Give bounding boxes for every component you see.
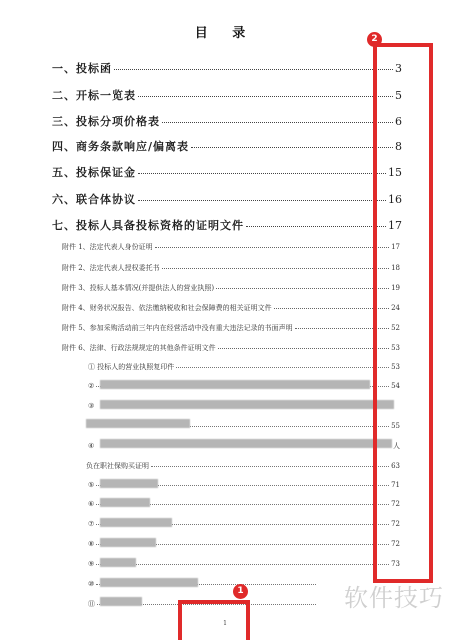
toc-entry-page: 3	[395, 62, 402, 75]
dot-leader	[216, 288, 389, 289]
toc-item-page: 72	[391, 500, 400, 508]
toc-item-page: 72	[391, 540, 400, 548]
annotation-badge-1: 1	[233, 584, 248, 599]
toc-sub-label: 附件 4、财务状况报告、依法缴纳税收和社会保障费的相关证明文件	[62, 304, 272, 312]
toc-sub-entry	[62, 323, 400, 333]
toc-entry-label: 七、投标人具备投标资格的证明文件	[52, 219, 244, 232]
toc-entry	[52, 217, 402, 233]
toc-sub-page: 18	[391, 264, 400, 272]
redacted-text	[100, 400, 394, 409]
toc-sub-label: 附件 1、法定代表人身份证明	[62, 243, 153, 251]
toc-entry	[52, 191, 402, 207]
dot-leader	[218, 348, 389, 349]
toc-item-label: ⑧	[88, 540, 95, 548]
redacted-text	[100, 538, 156, 547]
toc-sub-page: 24	[391, 304, 400, 312]
redacted-text	[100, 380, 370, 389]
toc-item-label: ③	[88, 402, 95, 410]
toc-entry	[52, 164, 402, 180]
toc-entry-page: 6	[395, 115, 402, 128]
toc-sub-page: 52	[391, 324, 400, 332]
toc-sub-entry	[62, 263, 400, 273]
dot-leader	[191, 147, 393, 148]
toc-item-page: 53	[391, 363, 400, 371]
dot-leader	[96, 564, 389, 565]
toc-entry-page: 5	[395, 89, 402, 102]
toc-item-page: 54	[391, 382, 400, 390]
toc-entry-label: 二、开标一览表	[52, 89, 136, 102]
dot-leader	[138, 200, 386, 201]
dot-leader	[155, 247, 389, 248]
toc-title: 目 录	[194, 26, 256, 41]
redacted-text	[100, 578, 198, 587]
dot-leader	[162, 122, 393, 123]
toc-sub-entry	[62, 242, 400, 252]
toc-item-label: ⑨	[88, 560, 95, 568]
annotation-badge-2: 2	[367, 32, 382, 47]
toc-item-label: ⑤	[88, 481, 95, 489]
toc-sub-label: 附件 5、参加采购活动前三年内在经营活动中没有重大违法记录的书面声明	[62, 324, 293, 332]
toc-entry	[52, 60, 402, 76]
toc-item-label: 负在职社保购买证明	[86, 462, 149, 470]
redacted-text	[100, 518, 172, 527]
highlight-box-page-numbers	[375, 43, 433, 583]
highlight-box-footer	[178, 600, 250, 640]
toc-entry	[52, 138, 402, 154]
dot-leader	[176, 367, 389, 368]
toc-item-label: ⑩	[88, 580, 95, 588]
redacted-text	[100, 439, 392, 448]
toc-entry-label: 一、投标函	[52, 62, 112, 75]
toc-item-label: ⑦	[88, 520, 95, 528]
watermark-text: 软件技巧	[344, 584, 444, 612]
toc-entry-label: 三、投标分项价格表	[52, 115, 160, 128]
toc-item	[88, 362, 400, 372]
dot-leader	[162, 268, 389, 269]
toc-sub-entry	[62, 283, 400, 293]
redacted-text	[100, 498, 150, 507]
dot-leader	[151, 466, 389, 467]
toc-item	[86, 461, 400, 471]
toc-entry-label: 六、联合体协议	[52, 193, 136, 206]
toc-entry-page: 16	[388, 193, 402, 206]
toc-sub-entry	[62, 343, 400, 353]
toc-item-label: ⑥	[88, 500, 95, 508]
toc-sub-page: 53	[391, 344, 400, 352]
dot-leader	[138, 173, 386, 174]
toc-entry	[52, 113, 402, 129]
toc-sub-label: 附件 6、法律、行政法规规定的其他条件证明文件	[62, 344, 216, 352]
toc-item-label: ⑪	[88, 600, 95, 608]
toc-sub-label: 附件 2、法定代表人授权委托书	[62, 264, 160, 272]
toc-item-label: ②	[88, 382, 95, 390]
toc-entry-label: 五、投标保证金	[52, 166, 136, 179]
toc-entry-label: 四、商务条款响应/偏离表	[52, 140, 190, 153]
toc-item-page: 73	[391, 560, 400, 568]
toc-item-page: 71	[391, 481, 400, 489]
redacted-text	[100, 597, 142, 606]
toc-entry-page: 8	[395, 140, 402, 153]
toc-sub-page: 17	[391, 243, 400, 251]
toc-entry	[52, 87, 402, 103]
toc-sub-page: 19	[391, 284, 400, 292]
toc-item-label: ④	[88, 442, 95, 450]
toc-item-page: 55	[391, 422, 400, 430]
dot-leader	[138, 96, 393, 97]
page-number-footer: 1	[223, 620, 227, 627]
redacted-text	[86, 419, 190, 428]
toc-sub-entry	[62, 303, 400, 313]
redacted-text	[100, 479, 158, 488]
toc-entry-page: 15	[388, 166, 402, 179]
toc-item-label: ① 投标人的营业执照复印件	[88, 363, 175, 371]
toc-item-page: 72	[391, 520, 400, 528]
dot-leader	[274, 308, 389, 309]
redacted-text	[100, 558, 136, 567]
toc-sub-label: 附件 3、投标人基本情况(并提供法人的营业执照)	[62, 284, 215, 292]
toc-item-page: 人	[393, 442, 400, 450]
toc-entry-page: 17	[388, 219, 402, 232]
toc-item-page: 63	[391, 462, 400, 470]
dot-leader	[246, 226, 386, 227]
dot-leader	[114, 69, 393, 70]
